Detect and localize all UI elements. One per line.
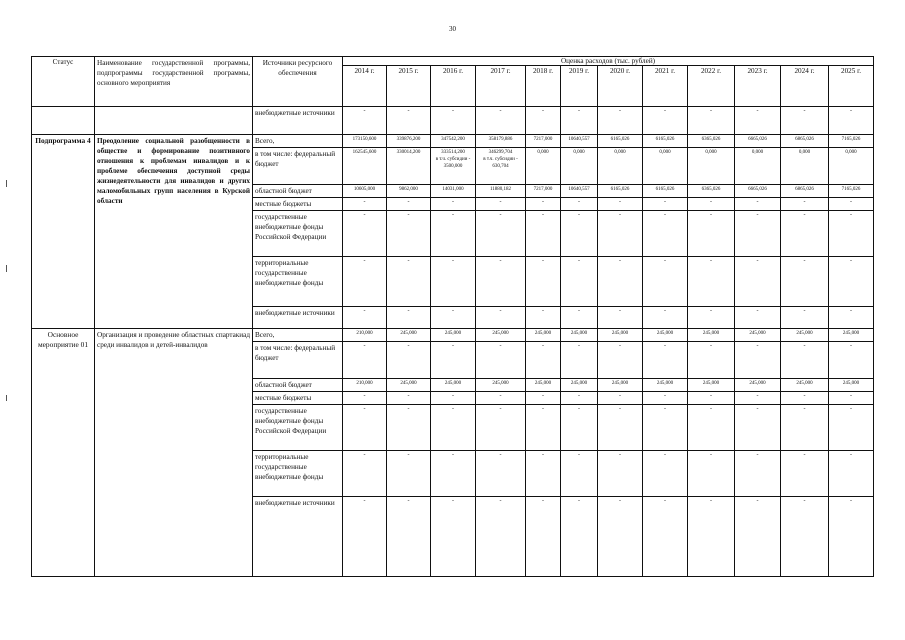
empty-value-cell: - — [688, 307, 735, 329]
empty-value-cell: - — [643, 107, 688, 135]
value-cell — [387, 329, 431, 342]
value-text: 162545,600 — [352, 150, 377, 155]
empty-value-cell: - — [829, 451, 874, 497]
empty-value-cell: - — [343, 307, 387, 329]
value-cell — [561, 148, 598, 185]
empty-value-cell: - — [343, 257, 387, 307]
empty-value-cell: - — [829, 198, 874, 211]
value-text: 0,000 — [798, 150, 811, 155]
empty-value-cell: - — [387, 392, 431, 405]
value-cell — [476, 329, 526, 342]
value-cell — [688, 135, 735, 148]
value-cell — [643, 135, 688, 148]
empty-value-cell: - — [643, 497, 688, 577]
empty-value-cell: - — [431, 497, 476, 577]
value-cell — [735, 185, 781, 198]
empty-value-cell: - — [561, 198, 598, 211]
empty-value-cell: - — [735, 451, 781, 497]
value-text: 347542,200 — [441, 137, 465, 142]
empty-value-cell: - — [526, 451, 561, 497]
empty-value-cell: - — [643, 211, 688, 257]
value-text: 245,000 — [842, 331, 860, 336]
empty-value-cell: - — [561, 342, 598, 379]
value-cell — [526, 148, 561, 185]
value-text: 245,000 — [534, 381, 552, 386]
value-text: 10605,000 — [353, 187, 376, 192]
year-header: 2016 г. — [431, 66, 476, 107]
value-text: 0,000 — [845, 150, 857, 155]
empty-value-cell: - — [688, 107, 735, 135]
value-cell — [781, 329, 829, 342]
source-cell: областной бюджет — [253, 185, 343, 198]
value-cell — [688, 329, 735, 342]
empty-value-cell: - — [643, 392, 688, 405]
value-text: 6165,026 — [655, 187, 675, 192]
empty-value-cell: - — [476, 307, 526, 329]
empty-value-cell: - — [561, 307, 598, 329]
value-text: 0,000 — [751, 150, 764, 155]
value-cell — [476, 148, 526, 185]
empty-value-cell: - — [829, 392, 874, 405]
empty-value-cell: - — [829, 107, 874, 135]
value-cell — [476, 379, 526, 392]
value-text: 173150,600 — [352, 137, 377, 142]
value-cell — [643, 185, 688, 198]
value-cell — [735, 379, 781, 392]
value-cell — [343, 379, 387, 392]
empty-value-cell: - — [343, 342, 387, 379]
empty-value-cell: - — [735, 198, 781, 211]
empty-value-cell: - — [431, 451, 476, 497]
empty-value-cell: - — [431, 405, 476, 451]
subsidy-note: в т.ч. субсидии - 3500,000 — [435, 157, 471, 169]
value-cell — [343, 329, 387, 342]
value-text: 210,000 — [356, 381, 373, 386]
year-header: 2022 г. — [688, 66, 735, 107]
value-cell — [688, 379, 735, 392]
empty-value-cell: - — [598, 451, 643, 497]
value-cell — [735, 135, 781, 148]
empty-value-cell: - — [643, 307, 688, 329]
value-cell — [526, 185, 561, 198]
empty-value-cell: - — [526, 497, 561, 577]
empty-value-cell: - — [688, 451, 735, 497]
status-cell — [32, 107, 95, 135]
empty-value-cell: - — [598, 198, 643, 211]
value-cell — [598, 148, 643, 185]
empty-value-cell: - — [598, 392, 643, 405]
value-text: 7165,026 — [841, 137, 861, 142]
empty-value-cell: - — [781, 497, 829, 577]
empty-value-cell: - — [526, 198, 561, 211]
empty-value-cell: - — [476, 451, 526, 497]
scan-edge-mark — [6, 265, 7, 272]
estimate-header: Оценка расходов (тыс. рублей) — [343, 57, 874, 66]
value-cell — [561, 135, 598, 148]
value-text: 11880,182 — [489, 187, 512, 192]
value-text: 0,000 — [537, 150, 549, 155]
year-header: 2020 г. — [598, 66, 643, 107]
value-cell — [431, 329, 476, 342]
empty-value-cell: - — [598, 342, 643, 379]
source-cell: местные бюджеты — [253, 198, 343, 211]
value-text: 346299,704 — [488, 150, 513, 155]
empty-value-cell: - — [431, 342, 476, 379]
empty-value-cell: - — [598, 307, 643, 329]
name-cell: Преодоление социальной разобщенности в обществе и формирование позитивного отношения к проблемам инвалидов и к проблеме обеспечения доступной среды жизнедеятельности для инвалидов и других маломобильных групп населения в Курской области — [95, 135, 253, 329]
empty-value-cell: - — [781, 107, 829, 135]
value-text: 333514,200 — [441, 150, 465, 155]
value-cell — [643, 379, 688, 392]
value-cell — [561, 379, 598, 392]
source-cell: территориальные государственные внебюджетные фонды — [253, 451, 343, 497]
value-text: 0,000 — [705, 150, 717, 155]
value-cell — [387, 148, 431, 185]
empty-value-cell: - — [781, 198, 829, 211]
value-cell — [387, 135, 431, 148]
value-text: 7165,026 — [841, 187, 861, 192]
value-cell — [781, 379, 829, 392]
empty-value-cell: - — [343, 392, 387, 405]
year-header: 2023 г. — [735, 66, 781, 107]
value-text: 245,000 — [749, 331, 766, 336]
value-cell — [688, 148, 735, 185]
value-text: 0,000 — [614, 150, 626, 155]
value-cell — [598, 185, 643, 198]
empty-value-cell: - — [829, 307, 874, 329]
value-cell — [829, 148, 874, 185]
value-text: 7217,000 — [533, 187, 553, 192]
empty-value-cell: - — [343, 405, 387, 451]
value-cell — [526, 329, 561, 342]
empty-value-cell: - — [526, 392, 561, 405]
value-text: 245,000 — [611, 381, 629, 386]
value-text: 245,000 — [400, 381, 417, 386]
empty-value-cell: - — [476, 198, 526, 211]
subsidy-note: в т.ч. субсидии - 630,704 — [483, 157, 518, 169]
empty-value-cell: - — [387, 198, 431, 211]
value-text: 245,000 — [656, 331, 674, 336]
value-text: 10640,557 — [568, 187, 590, 192]
source-cell: в том числе: федеральный бюджет — [253, 342, 343, 379]
table-body — [32, 107, 874, 577]
scan-edge-mark — [6, 180, 7, 187]
empty-value-cell: - — [476, 211, 526, 257]
empty-value-cell: - — [781, 342, 829, 379]
value-text: 245,000 — [492, 381, 509, 386]
empty-value-cell: - — [829, 497, 874, 577]
empty-value-cell: - — [343, 198, 387, 211]
empty-value-cell: - — [781, 405, 829, 451]
value-text: 245,000 — [702, 331, 720, 336]
value-text: 245,000 — [656, 381, 674, 386]
value-cell — [431, 185, 476, 198]
value-text: 6865,026 — [795, 137, 814, 142]
value-text: 245,000 — [796, 331, 813, 336]
empty-value-cell: - — [431, 392, 476, 405]
empty-value-cell: - — [829, 211, 874, 257]
source-cell: Всего, — [253, 135, 343, 148]
value-cell — [598, 329, 643, 342]
value-cell — [829, 329, 874, 342]
value-cell — [643, 148, 688, 185]
empty-value-cell: - — [735, 257, 781, 307]
value-cell — [387, 379, 431, 392]
empty-value-cell: - — [343, 107, 387, 135]
year-header: 2014 г. — [343, 66, 387, 107]
table-row — [32, 135, 874, 148]
empty-value-cell: - — [526, 342, 561, 379]
empty-value-cell: - — [561, 257, 598, 307]
value-text: 0,000 — [659, 150, 671, 155]
source-cell: государственные внебюджетные фонды Российской Федерации — [253, 211, 343, 257]
year-header: 2021 г. — [643, 66, 688, 107]
scan-edge-mark — [6, 395, 7, 401]
value-text: 6865,026 — [795, 187, 814, 192]
status-cell: Основное мероприятие 01 — [32, 329, 95, 577]
empty-value-cell: - — [343, 497, 387, 577]
empty-value-cell: - — [431, 257, 476, 307]
value-text: 6665,026 — [748, 137, 767, 142]
value-cell — [476, 185, 526, 198]
empty-value-cell: - — [735, 497, 781, 577]
value-cell — [829, 379, 874, 392]
name-header: Наименование государственной программы, подпрограммы государственной программы, основного мероприятия — [95, 57, 253, 107]
empty-value-cell: - — [526, 107, 561, 135]
empty-value-cell: - — [598, 211, 643, 257]
value-text: 245,000 — [444, 331, 462, 336]
empty-value-cell: - — [387, 107, 431, 135]
year-header: 2024 г. — [781, 66, 829, 107]
empty-value-cell: - — [688, 211, 735, 257]
empty-value-cell: - — [476, 342, 526, 379]
value-cell — [343, 135, 387, 148]
source-cell: государственные внебюджетные фонды Российской Федерации — [253, 405, 343, 451]
empty-value-cell: - — [781, 392, 829, 405]
empty-value-cell: - — [387, 211, 431, 257]
empty-value-cell: - — [688, 405, 735, 451]
year-header: 2017 г. — [476, 66, 526, 107]
empty-value-cell: - — [688, 198, 735, 211]
empty-value-cell: - — [643, 405, 688, 451]
value-cell — [343, 185, 387, 198]
value-text: 358179,886 — [488, 137, 513, 142]
value-cell — [431, 148, 476, 185]
source-cell: внебюджетные источники — [253, 107, 343, 135]
empty-value-cell: - — [598, 107, 643, 135]
value-text: 14031,000 — [442, 187, 464, 192]
value-text: 6665,026 — [748, 187, 767, 192]
empty-value-cell: - — [598, 405, 643, 451]
empty-value-cell: - — [643, 198, 688, 211]
empty-value-cell: - — [688, 342, 735, 379]
empty-value-cell: - — [387, 307, 431, 329]
empty-value-cell: - — [387, 405, 431, 451]
empty-value-cell: - — [781, 257, 829, 307]
year-header: 2019 г. — [561, 66, 598, 107]
empty-value-cell: - — [561, 451, 598, 497]
value-cell — [431, 379, 476, 392]
value-text: 245,000 — [611, 331, 629, 336]
value-cell — [643, 329, 688, 342]
value-text: 6165,026 — [610, 187, 630, 192]
empty-value-cell: - — [476, 107, 526, 135]
empty-value-cell: - — [829, 342, 874, 379]
value-text: 0,000 — [573, 150, 585, 155]
table-row — [32, 107, 874, 135]
value-text: 245,000 — [400, 331, 417, 336]
empty-value-cell: - — [735, 211, 781, 257]
value-cell — [561, 329, 598, 342]
empty-value-cell: - — [781, 451, 829, 497]
empty-value-cell: - — [476, 497, 526, 577]
status-cell: Подпрограмма 4 — [32, 135, 95, 329]
empty-value-cell: - — [387, 342, 431, 379]
empty-value-cell: - — [561, 107, 598, 135]
source-cell: внебюджетные источники — [253, 307, 343, 329]
source-header: Источники ресурсного обеспечения — [253, 57, 343, 107]
empty-value-cell: - — [829, 405, 874, 451]
empty-value-cell: - — [476, 405, 526, 451]
source-cell: территориальные государственные внебюджетные фонды — [253, 257, 343, 307]
value-text: 6165,026 — [655, 137, 675, 142]
value-text: 245,000 — [749, 381, 766, 386]
value-text: 7217,000 — [533, 137, 553, 142]
value-cell — [829, 135, 874, 148]
empty-value-cell: - — [643, 257, 688, 307]
empty-value-cell: - — [781, 307, 829, 329]
empty-value-cell: - — [735, 342, 781, 379]
value-text: 6365,026 — [701, 137, 721, 142]
value-text: 210,000 — [356, 331, 373, 336]
source-cell: местные бюджеты — [253, 392, 343, 405]
value-text: 245,000 — [492, 331, 509, 336]
empty-value-cell: - — [431, 211, 476, 257]
value-cell — [343, 148, 387, 185]
empty-value-cell: - — [735, 392, 781, 405]
value-text: 245,000 — [444, 381, 462, 386]
page-number: 30 — [449, 25, 456, 33]
empty-value-cell: - — [598, 497, 643, 577]
value-text: 245,000 — [534, 331, 552, 336]
empty-value-cell: - — [343, 211, 387, 257]
empty-value-cell: - — [526, 211, 561, 257]
empty-value-cell: - — [561, 211, 598, 257]
value-text: 6365,026 — [701, 187, 721, 192]
empty-value-cell: - — [431, 107, 476, 135]
value-text: 9862,000 — [399, 187, 418, 192]
empty-value-cell: - — [343, 451, 387, 497]
value-text: 339876,200 — [396, 137, 421, 142]
value-cell — [735, 329, 781, 342]
source-cell: в том числе: федеральный бюджет — [253, 148, 343, 185]
value-cell — [526, 135, 561, 148]
empty-value-cell: - — [598, 257, 643, 307]
budget-table — [31, 56, 874, 577]
value-text: 245,000 — [702, 381, 720, 386]
empty-value-cell: - — [829, 257, 874, 307]
value-cell — [387, 185, 431, 198]
value-text: 245,000 — [570, 381, 588, 386]
value-cell — [598, 379, 643, 392]
empty-value-cell: - — [476, 392, 526, 405]
empty-value-cell: - — [431, 307, 476, 329]
value-cell — [781, 135, 829, 148]
source-cell: Всего, — [253, 329, 343, 342]
name-cell: Организация и проведение областных спартакиад среди инвалидов и детей-инвалидов — [95, 329, 253, 577]
empty-value-cell: - — [561, 405, 598, 451]
value-text: 330014,200 — [396, 150, 421, 155]
value-text: 10640,557 — [568, 137, 590, 142]
empty-value-cell: - — [688, 497, 735, 577]
empty-value-cell: - — [561, 497, 598, 577]
value-cell — [476, 135, 526, 148]
year-header: 2025 г. — [829, 66, 874, 107]
empty-value-cell: - — [561, 392, 598, 405]
empty-value-cell: - — [688, 257, 735, 307]
empty-value-cell: - — [387, 257, 431, 307]
empty-value-cell: - — [526, 307, 561, 329]
empty-value-cell: - — [735, 107, 781, 135]
empty-value-cell: - — [643, 451, 688, 497]
year-header: 2018 г. — [526, 66, 561, 107]
empty-value-cell: - — [688, 392, 735, 405]
value-cell — [561, 185, 598, 198]
value-cell — [735, 148, 781, 185]
value-text: 245,000 — [796, 381, 813, 386]
empty-value-cell: - — [781, 211, 829, 257]
name-cell — [95, 107, 253, 135]
empty-value-cell: - — [431, 198, 476, 211]
empty-value-cell: - — [387, 451, 431, 497]
header-row — [32, 57, 874, 66]
value-text: 245,000 — [570, 331, 588, 336]
value-cell — [829, 185, 874, 198]
value-cell — [781, 148, 829, 185]
table-row — [32, 329, 874, 342]
empty-value-cell: - — [526, 257, 561, 307]
empty-value-cell: - — [735, 307, 781, 329]
year-header: 2015 г. — [387, 66, 431, 107]
value-cell — [431, 135, 476, 148]
empty-value-cell: - — [526, 405, 561, 451]
value-cell — [688, 185, 735, 198]
status-header: Статус — [32, 57, 95, 107]
empty-value-cell: - — [735, 405, 781, 451]
value-text: 6165,026 — [610, 137, 630, 142]
source-cell: областной бюджет — [253, 379, 343, 392]
empty-value-cell: - — [643, 342, 688, 379]
value-cell — [598, 135, 643, 148]
empty-value-cell: - — [387, 497, 431, 577]
value-cell — [781, 185, 829, 198]
source-cell: внебюджетные источники — [253, 497, 343, 577]
empty-value-cell: - — [476, 257, 526, 307]
value-text: 245,000 — [842, 381, 860, 386]
value-cell — [526, 379, 561, 392]
